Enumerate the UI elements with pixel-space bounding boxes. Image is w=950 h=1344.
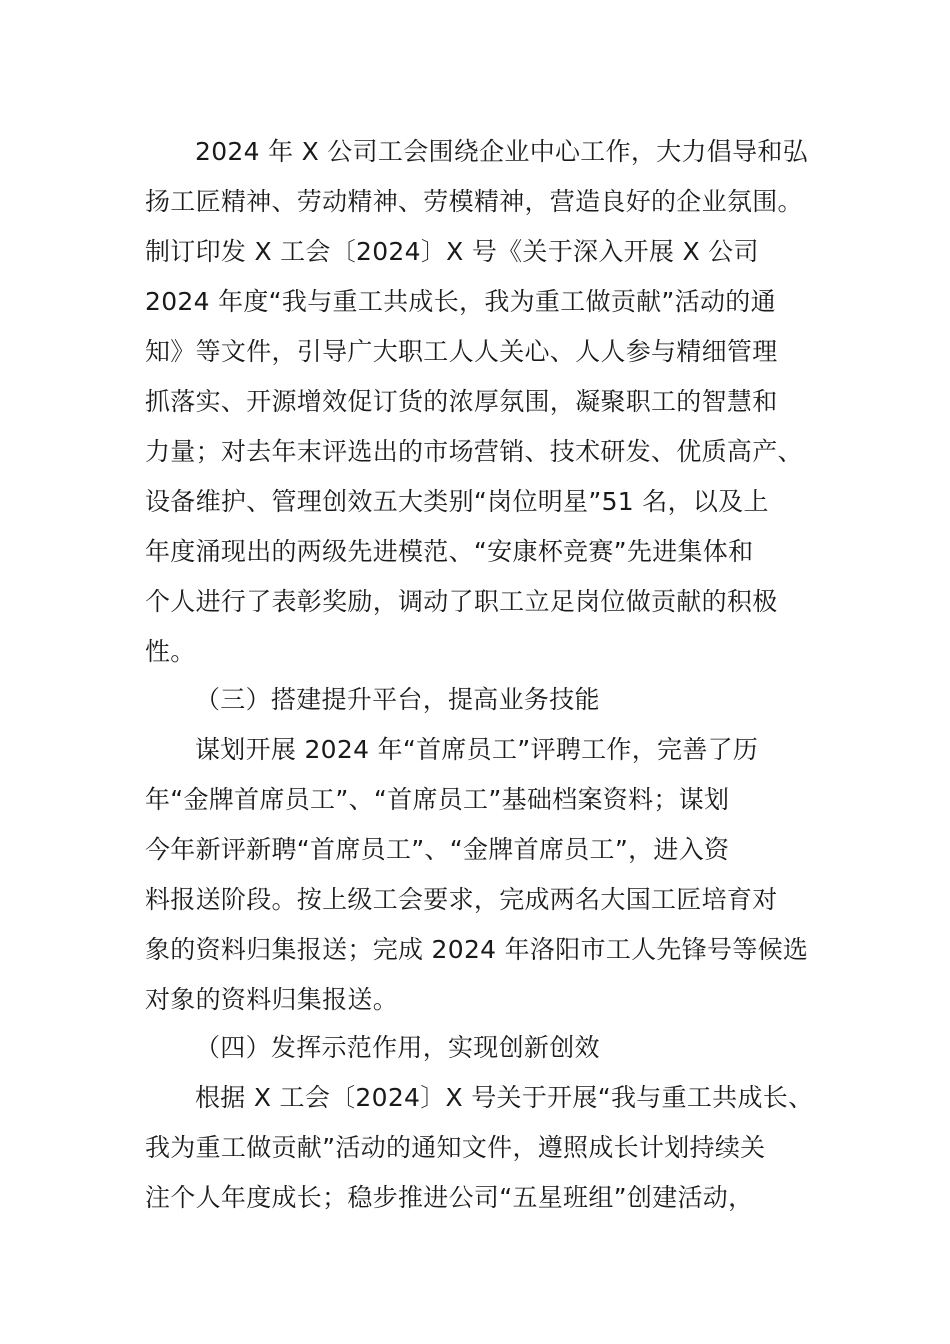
paragraph-3-line-2: 我为重工做贡献”活动的通知文件，遵照成长计划持续关	[145, 1133, 766, 1162]
paragraph-1-line-10: 个人进行了表彰奖励，调动了职工立足岗位做贡献的积极	[145, 587, 778, 616]
paragraph-1-line-7: 力量；对去年末评选出的市场营销、技术研发、优质高产、	[145, 437, 803, 466]
paragraph-1-line-2: 扬工匠精神、劳动精神、劳模精神，营造良好的企业氛围。	[145, 187, 803, 216]
section-heading-4: （四）发挥示范作用，实现创新创效	[195, 1033, 600, 1062]
section-heading-3: （三）搭建提升平台，提高业务技能	[195, 685, 600, 714]
paragraph-2-line-1: 谋划开展 2024 年“首席员工”评聘工作，完善了历	[195, 735, 759, 764]
paragraph-1-line-6: 抓落实、开源增效促订货的浓厚氛围，凝聚职工的智慧和	[145, 387, 778, 416]
paragraph-1-line-3: 制订印发 X 工会〔2024〕X 号《关于深入开展 X 公司	[145, 237, 759, 266]
paragraph-1-line-9: 年度涌现出的两级先进模范、“安康杯竞赛”先进集体和	[145, 537, 754, 566]
paragraph-3-line-3: 注个人年度成长；稳步推进公司“五星班组”创建活动，	[145, 1183, 754, 1212]
paragraph-1-line-1: 2024 年 X 公司工会围绕企业中心工作，大力倡导和弘	[195, 137, 808, 166]
paragraph-2-line-5: 象的资料归集报送；完成 2024 年洛阳市工人先锋号等候选	[145, 935, 809, 964]
paragraph-1-line-4: 2024 年度“我与重工共成长，我为重工做贡献”活动的通	[145, 287, 776, 316]
paragraph-1-line-11: 性。	[145, 637, 196, 666]
paragraph-2-line-6: 对象的资料归集报送。	[145, 985, 399, 1014]
paragraph-1-line-8: 设备维护、管理创效五大类别“岗位明星”51 名，以及上	[145, 487, 769, 516]
paragraph-2-line-2: 年“金牌首席员工”、“首席员工”基础档案资料；谋划	[145, 785, 730, 814]
paragraph-2-line-4: 料报送阶段。按上级工会要求，完成两名大国工匠培育对	[145, 885, 778, 914]
paragraph-3-line-1: 根据 X 工会〔2024〕X 号关于开展“我与重工共成长、	[195, 1083, 814, 1112]
paragraph-2-line-3: 今年新评新聘“首席员工”、“金牌首席员工”，进入资	[145, 835, 730, 864]
paragraph-1-line-5: 知》等文件，引导广大职工人人关心、人人参与精细管理	[145, 337, 778, 366]
